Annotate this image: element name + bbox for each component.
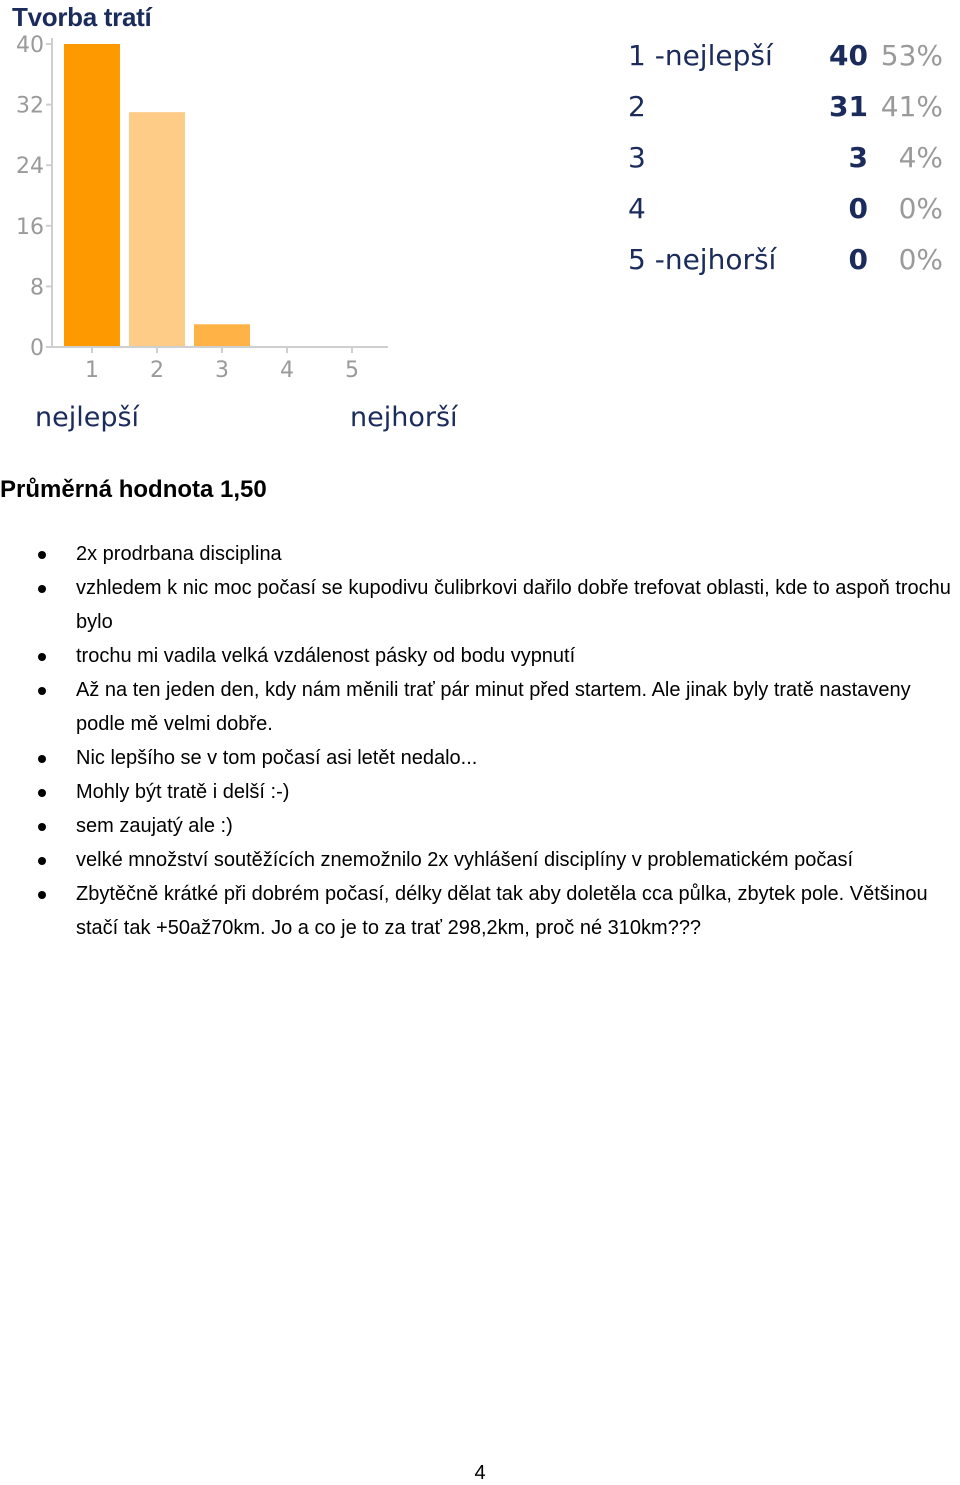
- bullet-icon: [38, 687, 46, 695]
- comment-text: 2x prodrbana disciplina: [76, 543, 282, 565]
- summary-percent: 41%: [880, 90, 943, 123]
- summary-label: 5 -nejhorší: [628, 243, 777, 276]
- average-heading: Průměrná hodnota 1,50: [0, 476, 267, 503]
- x-tick-label: 4: [280, 358, 294, 383]
- bullet-icon: [38, 857, 46, 865]
- x-tick-label: 3: [215, 358, 229, 383]
- summary-label: 1 -nejlepší: [628, 39, 773, 72]
- comment-text: sem zaujatý ale :): [76, 815, 233, 837]
- bar: [64, 44, 120, 347]
- summary-percent: 0%: [898, 192, 943, 225]
- list-item: [0, 843, 960, 877]
- bullet-icon: [38, 823, 46, 831]
- summary-row: [628, 183, 943, 234]
- comment-text: Až na ten jeden den, kdy nám měnili trať pár minut před startem. Ale jinak byly tratě nastaveny podle mě velmi dobře.: [76, 679, 911, 735]
- comment-text: Mohly být tratě i delší :-): [76, 781, 290, 803]
- summary-row: [628, 132, 943, 183]
- bullet-icon: [38, 755, 46, 763]
- list-item: [0, 639, 960, 673]
- y-tick-label: 24: [16, 154, 44, 180]
- list-item: [0, 537, 960, 571]
- list-item: [0, 741, 960, 775]
- summary-count: 40: [829, 39, 868, 72]
- list-item: [0, 673, 960, 741]
- list-item: [0, 571, 960, 639]
- y-axis: [16, 33, 52, 361]
- summary-table: [628, 30, 943, 285]
- bullet-icon: [38, 891, 46, 899]
- axis-end-label-worst: nejhorší: [350, 402, 458, 433]
- chart-title: Tvorba tratí: [12, 2, 152, 32]
- bullet-icon: [38, 585, 46, 593]
- list-item: [0, 809, 960, 843]
- comment-text: Zbytěčně krátké při dobrém počasí, délky dělat tak aby doletěla cca půlka, zbytek pole. Většinou stačí tak +50až70km. Jo a co je to za trať 298,2km, proč né 310km???: [76, 883, 928, 939]
- y-tick-label: 32: [16, 93, 44, 119]
- summary-count: 3: [848, 141, 868, 174]
- summary-count: 0: [848, 192, 868, 225]
- page-number: 4: [474, 1462, 486, 1484]
- bullet-icon: [38, 551, 46, 559]
- summary-count: 31: [829, 90, 868, 123]
- summary-label: 4: [628, 192, 646, 225]
- chart-block: [0, 0, 960, 450]
- x-tick-label: 2: [150, 358, 164, 383]
- summary-label: 2: [628, 90, 646, 123]
- summary-label: 3: [628, 141, 646, 174]
- list-item: [0, 775, 960, 809]
- comment-text: trochu mi vadila velká vzdálenost pásky od bodu vypnutí: [76, 645, 576, 667]
- y-tick-label: 8: [30, 275, 44, 301]
- bullet-icon: [38, 789, 46, 797]
- bars: [64, 44, 250, 347]
- y-tick-label: 16: [16, 214, 44, 240]
- summary-row: [628, 30, 943, 81]
- bar: [129, 112, 185, 347]
- x-axis: [52, 347, 388, 383]
- comment-text: velké množství soutěžících znemožnilo 2x vyhlášení disciplíny v problematickém počasí: [76, 849, 854, 871]
- summary-percent: 53%: [880, 39, 943, 72]
- summary-row: [628, 234, 943, 285]
- summary-percent: 4%: [898, 141, 943, 174]
- comment-text: Nic lepšího se v tom počasí asi letět nedalo...: [76, 747, 478, 769]
- axis-end-label-best: nejlepší: [35, 402, 140, 433]
- x-tick-label: 1: [85, 358, 99, 383]
- bullet-icon: [38, 653, 46, 661]
- comment-text: vzhledem k nic moc počasí se kupodivu čulibrkovi dařilo dobře trefovat oblasti, kde to aspoň trochu bylo: [76, 577, 951, 633]
- bar-chart: [0, 0, 520, 400]
- summary-percent: 0%: [898, 243, 943, 276]
- y-tick-label: 40: [16, 33, 44, 58]
- summary-row: [628, 81, 943, 132]
- bar: [194, 324, 250, 347]
- x-tick-label: 5: [345, 358, 359, 383]
- y-tick-label: 0: [30, 336, 44, 361]
- list-item: [0, 877, 960, 945]
- comment-list: [0, 537, 960, 945]
- summary-count: 0: [848, 243, 868, 276]
